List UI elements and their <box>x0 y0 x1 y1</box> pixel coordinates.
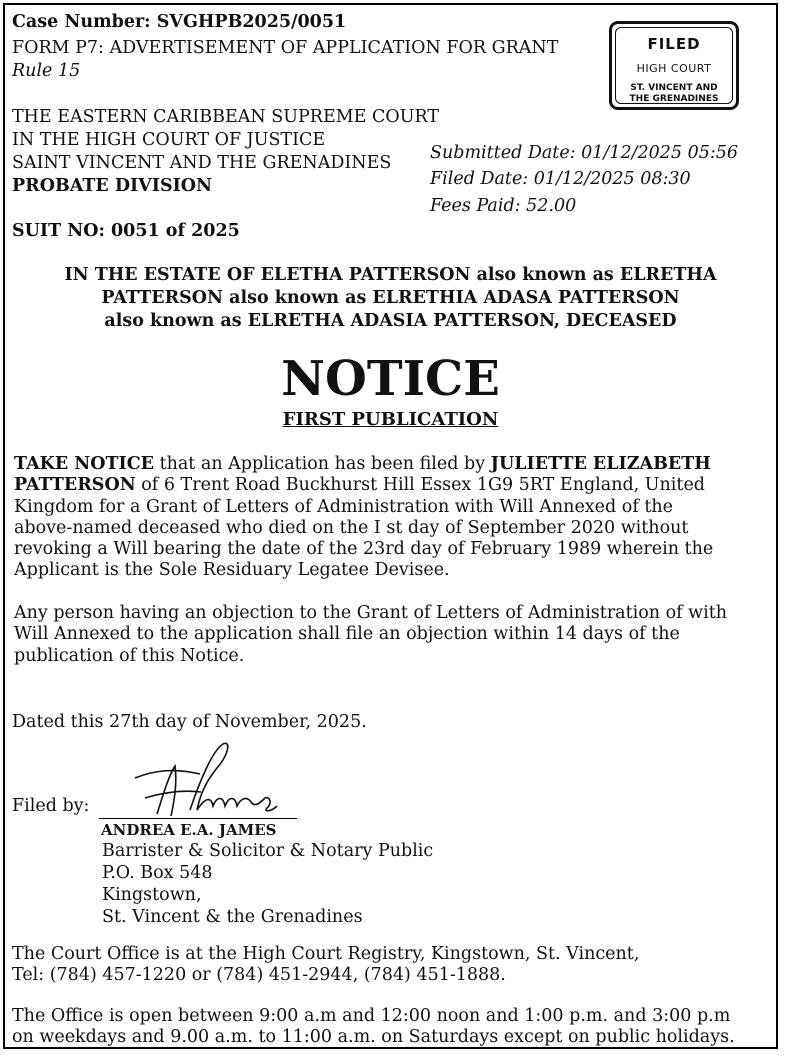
applicant-name-part1: JULIETTE ELIZABETH <box>490 454 711 474</box>
signature-line <box>99 818 297 819</box>
body2-line2: Will Annexed to the application shall file an objection within 14 days of the <box>14 624 680 645</box>
form-title: FORM P7: ADVERTISEMENT OF APPLICATION FOR GRANT <box>12 38 559 58</box>
office-line2: Tel: (784) 457-1220 or (784) 451-2944, (784) 451-1888. <box>12 965 506 985</box>
rule-label: Rule 15 <box>12 61 81 81</box>
stamp-location-label <box>612 83 736 105</box>
notice-paragraph-2 <box>14 603 772 667</box>
submitted-date: Submitted Date: 01/12/2025 05:56 <box>430 143 739 163</box>
court-name-line2: IN THE HIGH COURT OF JUSTICE <box>12 130 326 150</box>
stamp-location-line1: ST. VINCENT AND <box>630 83 718 93</box>
body2-line1: Any person having an objection to the Grant of Letters of Administration of with <box>14 603 728 623</box>
suit-number: SUIT NO: 0051 of 2025 <box>12 221 240 241</box>
body1-line2-rest: of 6 Trent Road Buckhurst Hill Essex 1G9 5RT England, United <box>135 475 705 496</box>
attorney-title: Barrister & Solicitor & Notary Public <box>102 841 434 861</box>
stamp-filed-label: FILED <box>647 35 701 53</box>
take-notice-label: TAKE NOTICE <box>14 454 154 474</box>
notice-document <box>3 3 778 1049</box>
court-name-line3: SAINT VINCENT AND THE GRENADINES <box>12 153 392 173</box>
applicant-name-part2: PATTERSON <box>14 475 136 496</box>
attorney-city: Kingstown, <box>102 885 202 905</box>
filed-date: Filed Date: 01/12/2025 08:30 <box>430 169 691 189</box>
attorney-po-box: P.O. Box 548 <box>102 863 213 883</box>
notice-paragraph-1 <box>14 454 772 582</box>
publication-label: FIRST PUBLICATION <box>282 409 499 430</box>
attorney-name: ANDREA E.A. JAMES <box>101 821 277 839</box>
office-hours-line1: The Office is open between 9:00 a.m and 12:00 noon and 1:00 p.m. and 3:00 p.m <box>12 1006 731 1026</box>
stamp-location-line2: THE GRENADINES <box>629 94 719 104</box>
signature <box>105 740 285 820</box>
filed-by-label: Filed by: <box>12 796 90 816</box>
filed-stamp <box>609 21 739 110</box>
body1-line4: above-named deceased who died on the I st day of September 2020 without <box>14 517 689 538</box>
office-line1: The Court Office is at the High Court Registry, Kingstown, St. Vincent, <box>12 944 640 964</box>
court-name-line1: THE EASTERN CARIBBEAN SUPREME COURT <box>12 107 440 127</box>
attorney-country: St. Vincent & the Grenadines <box>102 907 363 927</box>
body1-line6: Applicant is the Sole Residuary Legatee Devisee. <box>14 560 450 581</box>
body1-line1-rest: that an Application has been filed by <box>154 454 491 474</box>
fees-paid: Fees Paid: 52.00 <box>430 196 577 216</box>
body1-line5: revoking a Will bearing the date of the 23rd day of February 1989 wherein the <box>14 539 714 560</box>
estate-line1: IN THE ESTATE OF ELETHA PATTERSON also known as ELRETHA <box>64 265 717 285</box>
body1-line3: Kingdom for a Grant of Letters of Administration with Will Annexed of the <box>14 496 674 517</box>
estate-line2: PATTERSON also known as ELRETHIA ADASA PATTERSON <box>101 288 680 308</box>
office-hours-line2: on weekdays and 9.00 a.m. to 11:00 a.m. on Saturdays except on public holidays. <box>12 1027 735 1047</box>
case-number: Case Number: SVGHPB2025/0051 <box>12 12 347 32</box>
notice-title: NOTICE <box>281 351 500 407</box>
estate-line3: also known as ELRETHA ADASIA PATTERSON, DECEASED <box>104 311 677 331</box>
stamp-court-label: HIGH COURT <box>636 62 712 75</box>
dated-line: Dated this 27th day of November, 2025. <box>12 712 367 732</box>
division-label: PROBATE DIVISION <box>12 176 213 196</box>
body2-line3: publication of this Notice. <box>14 645 245 666</box>
